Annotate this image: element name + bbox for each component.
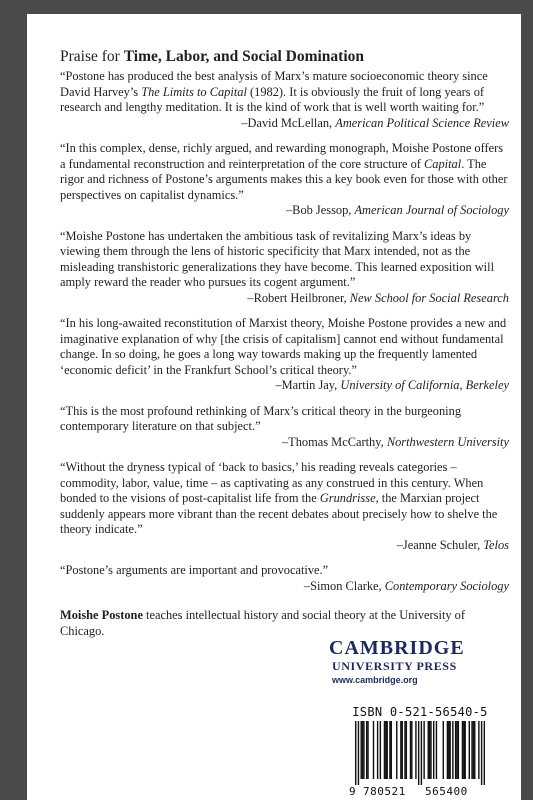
barcode-bar: [386, 721, 387, 779]
quote-text: “Moishe Postone has undertaken the ambitious task of revitalizing Marx’s ideas by viewing them through the lens of historic specificity that Marx intended, not as the misleading transhistoric generalizations they have become. This learned exposition will amply reward the reader who pursues its cogent argument.”: [60, 228, 495, 289]
barcode-bar: [443, 721, 444, 779]
review-block: [60, 460, 509, 553]
barcode-bar: [455, 721, 456, 779]
author-bio: [60, 608, 509, 639]
barcode-bar: [380, 721, 381, 779]
barcode-bar: [396, 721, 397, 779]
quote-text: “In this complex, dense, richly argued, and rewarding monograph, Moishe Postone offers a fundamental reconstruction and reinterpretation of the core structure of: [60, 141, 504, 171]
review-list: [60, 69, 509, 594]
review-quote: [60, 316, 509, 378]
barcode-bar: [456, 721, 457, 779]
barcode-bar: [406, 721, 407, 779]
barcode-bar: [366, 721, 367, 779]
review-block: [60, 563, 509, 594]
barcode-bar: [474, 721, 475, 779]
quote-text: “Postone’s arguments are important and provocative.”: [60, 563, 329, 577]
reviewer-name: –Bob Jessop,: [285, 203, 355, 217]
quote-title: The Limits to Capital: [141, 84, 247, 99]
barcode-bar: [464, 721, 465, 779]
heading-prefix: Praise for: [60, 48, 124, 65]
barcode-bars: [355, 721, 485, 785]
barcode-bar: [471, 721, 472, 779]
review-quote: [60, 69, 509, 116]
barcode-bar: [458, 721, 459, 779]
barcode-bar: [363, 721, 364, 779]
barcode-bar: [362, 721, 363, 779]
barcode-digits-right: 565400: [425, 785, 468, 798]
quote-text: “This is the most profound rethinking of Marx’s critical theory in the burgeoning contemporary literature on that subject.”: [60, 403, 462, 433]
author-name: Moishe Postone: [60, 608, 143, 622]
publisher-name: CAMBRIDGE: [329, 637, 465, 659]
barcode-bar: [469, 721, 470, 779]
barcode-bar: [360, 721, 361, 779]
review-block: [60, 316, 509, 394]
review-block: [60, 229, 509, 307]
barcode-bar: [385, 721, 386, 779]
publisher-subtitle: UNIVERSITY PRESS: [332, 659, 457, 673]
barcode-bar: [436, 721, 437, 779]
reviewer-name: –Martin Jay,: [275, 378, 341, 392]
barcode-bar: [404, 721, 405, 779]
author-bio-text: teaches intellectual history and social theory at the University of Chicago.: [60, 608, 466, 638]
review-attribution: [60, 538, 509, 554]
book-title: Time, Labor, and Social Domination: [123, 48, 364, 65]
barcode-bar: [462, 721, 463, 779]
barcode-bar: [429, 721, 430, 779]
review-quote: [60, 141, 509, 203]
barcode-bar: [448, 721, 449, 779]
barcode-bar: [373, 721, 374, 779]
isbn-label: ISBN 0-521-56540-5: [352, 705, 488, 719]
barcode-bar: [484, 721, 485, 785]
barcode-bar: [481, 721, 482, 785]
reviewer-name: –Robert Heilbroner,: [247, 290, 350, 305]
barcode-bar: [402, 721, 403, 779]
review-quote: [60, 229, 509, 291]
barcode-bar: [389, 721, 390, 779]
quote-title: Capital: [424, 156, 462, 171]
quote-text: (1982). It is obviously the fruit of long years of research and lengthy meditation. It is the kind of work that is well worth waiting for.”: [60, 84, 485, 114]
barcode-bar: [473, 721, 474, 779]
review-attribution: [60, 378, 509, 394]
review-block: [60, 404, 509, 451]
review-source: Northwestern University: [386, 434, 509, 449]
quote-text: , the Marxian project suddenly appears more vibrant than the recent debates about precisely how to shelve the theory indicate.”: [60, 491, 498, 536]
barcode-bar: [377, 721, 378, 779]
review-quote: [60, 460, 509, 538]
review-block: [60, 141, 509, 219]
review-quote: [60, 404, 509, 435]
barcode-digits-left: 780521: [363, 785, 406, 798]
quote-text: . The rigor and richness of Postone’s arguments makes this a key book even for those with other perspectives on capitalist dynamics.”: [60, 156, 508, 202]
review-source: New School for Social Research: [349, 290, 509, 305]
review-source: American Journal of Sociology: [354, 203, 509, 217]
quote-text: “Without the dryness typical of ‘back to basics,’ his reading reveals categories – commodity, labor, value, time – as captivating as any construed in this century. When bonded to the visions of post-capitalist life from the: [60, 460, 484, 505]
barcode-bar: [447, 721, 448, 779]
barcode-digit-lead: 9: [349, 785, 356, 798]
barcode-bar: [418, 721, 419, 785]
barcode-bar: [410, 721, 411, 779]
review-quote: [60, 563, 509, 579]
barcode-bar: [400, 721, 401, 779]
praise-heading: [60, 47, 509, 66]
barcode-bar: [463, 721, 464, 779]
barcode-bar: [423, 721, 424, 779]
review-block: [60, 69, 509, 131]
barcode-bar: [355, 721, 356, 785]
barcode-bar: [415, 721, 416, 779]
review-source: American Political Science Review: [335, 115, 509, 130]
back-cover: [27, 14, 521, 800]
barcode-bar: [433, 721, 434, 779]
publisher-url: www.cambridge.org: [332, 675, 418, 685]
barcode-bar: [421, 721, 422, 785]
quote-text: “Postone has produced the best analysis of Marx’s mature socioeconomic theory since David Harvey’s: [60, 69, 488, 99]
barcode-bar: [358, 721, 359, 785]
barcode-bar: [391, 721, 392, 779]
quote-text: “In his long-awaited reconstitution of Marxist theory, Moishe Postone provides a new and imaginative explanation of why [the crisis of capitalism] cannot end without fundamental change. In so doing, he goes a long way towards making up the frequently lamented ‘economic deficit’ in the Frankfurt School’s critical theory.”: [60, 316, 507, 377]
barcode-bar: [430, 721, 431, 779]
barcode: [349, 705, 491, 800]
barcode-bar: [384, 721, 385, 779]
review-attribution: [60, 435, 509, 451]
reviewer-name: –David McLellan,: [241, 115, 336, 130]
review-attribution: [60, 291, 509, 307]
quote-title: Grundrisse: [319, 491, 376, 505]
reviewer-name: –Jeanne Schuler,: [396, 537, 484, 552]
barcode-bar: [478, 721, 479, 779]
review-source: Contemporary Sociology: [384, 578, 509, 593]
barcode-bar: [411, 721, 412, 779]
barcode-bar: [452, 721, 453, 779]
publisher-logo: [329, 637, 479, 685]
review-source: University of California, Berkeley: [340, 378, 509, 392]
reviewer-name: –Thomas McCarthy,: [281, 434, 387, 449]
barcode-bar: [428, 721, 429, 779]
barcode-bar: [449, 721, 450, 779]
cover-text: [60, 47, 509, 639]
review-source: Telos: [483, 537, 509, 552]
barcode-bar: [367, 721, 368, 779]
reviewer-name: –Simon Clarke,: [303, 578, 385, 593]
review-attribution: [60, 579, 509, 595]
review-attribution: [60, 116, 509, 132]
review-attribution: [60, 203, 509, 219]
